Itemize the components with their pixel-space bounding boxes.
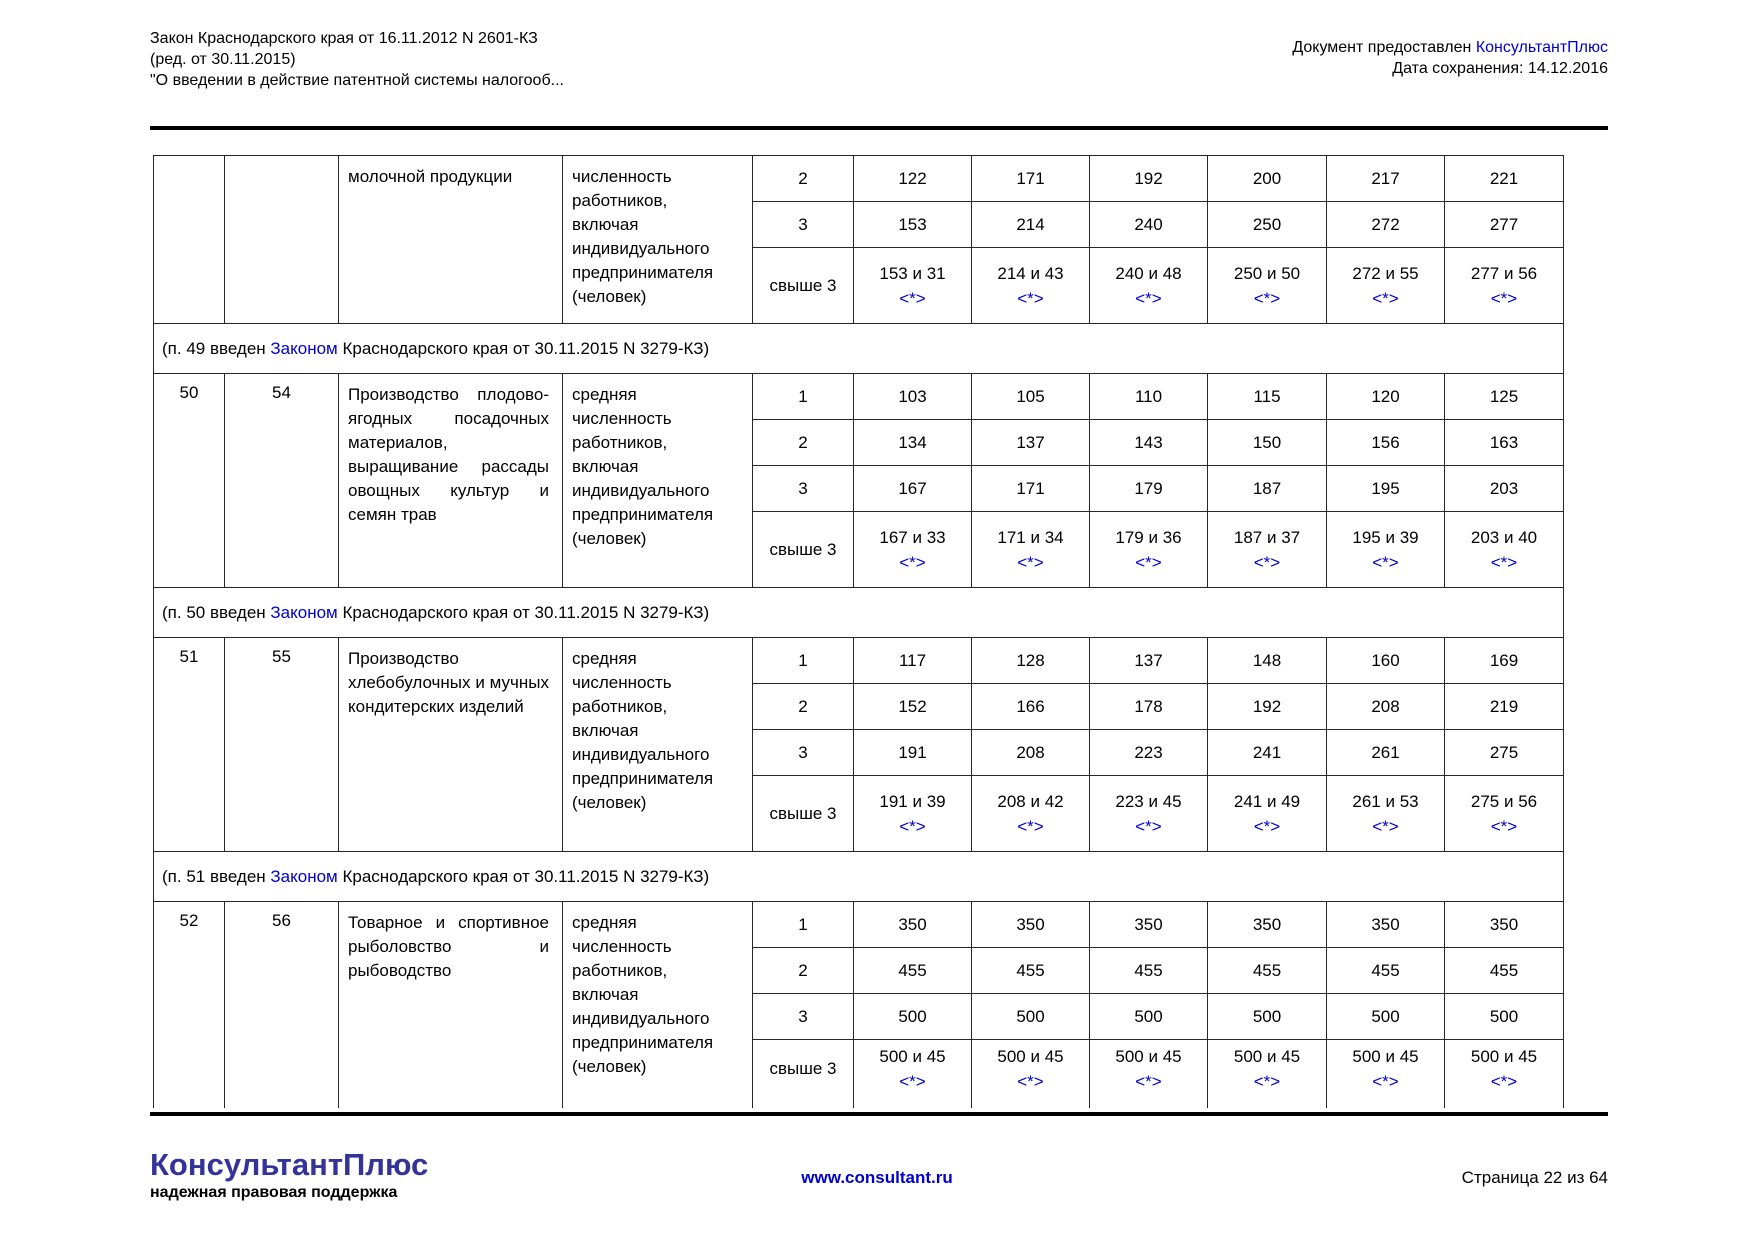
income-value: 191 и 39 xyxy=(879,791,946,811)
footnote-marker-link[interactable]: <*> xyxy=(1490,1071,1518,1091)
law-link[interactable]: Законом xyxy=(270,338,338,358)
employee-band-cell: 3 xyxy=(753,730,854,776)
potential-income-cell xyxy=(1090,512,1208,588)
income-value: 223 и 45 xyxy=(1115,791,1182,811)
document-title-block xyxy=(150,28,564,91)
footnote-marker-link[interactable]: <*> xyxy=(1017,816,1044,836)
potential-income-cell xyxy=(1090,156,1208,202)
income-value: 214 и 43 xyxy=(997,263,1064,283)
footnote-marker-link[interactable]: <*> xyxy=(1017,288,1044,308)
cut-cell xyxy=(1090,1098,1208,1108)
footnote-marker-link[interactable]: <*> xyxy=(1135,288,1162,308)
footnote-marker-link[interactable]: <*> xyxy=(1372,1071,1399,1091)
potential-income-cell xyxy=(1327,638,1445,684)
footnote-marker-link[interactable]: <*> xyxy=(1490,552,1518,572)
income-value: 500 и 45 xyxy=(1115,1046,1182,1066)
income-value: 122 xyxy=(898,169,927,188)
potential-income-cell xyxy=(1327,248,1445,324)
income-value: 156 xyxy=(1371,433,1400,452)
income-value: 500 и 45 xyxy=(879,1046,946,1066)
employee-band-cell: 1 xyxy=(753,902,854,948)
income-value: 500 xyxy=(1016,1007,1045,1026)
potential-income-cell xyxy=(1327,466,1445,512)
potential-income-cell xyxy=(1208,156,1327,202)
potential-income-cell xyxy=(1208,902,1327,948)
income-value: 241 xyxy=(1252,743,1282,762)
consultantplus-link[interactable]: КонсультантПлюс xyxy=(1475,39,1608,56)
footnote-marker-link[interactable]: <*> xyxy=(1372,816,1399,836)
income-value: 455 xyxy=(898,961,927,980)
measure-cell: численность работников, включая индивидуального предпринимателя (человек) xyxy=(563,156,753,324)
potential-income-cell xyxy=(1445,948,1564,994)
provided-by-block xyxy=(1292,37,1608,79)
section-code-cell: 55 xyxy=(225,638,339,852)
income-value: 153 и 31 xyxy=(879,263,946,283)
section-code-cell xyxy=(225,156,339,324)
potential-income-cell xyxy=(1445,994,1564,1040)
income-value: 103 xyxy=(898,387,927,406)
employee-band-cell: свыше 3 xyxy=(753,512,854,588)
income-value: 152 xyxy=(898,697,927,716)
income-value: 208 и 42 xyxy=(997,791,1064,811)
income-value: 275 xyxy=(1489,743,1519,762)
potential-income-cell xyxy=(854,466,972,512)
potential-income-cell xyxy=(1208,248,1327,324)
employee-band-cell: 3 xyxy=(753,994,854,1040)
top-rule xyxy=(150,126,1608,130)
income-value: 455 xyxy=(1016,961,1045,980)
note-text-prefix: (п. 50 введен xyxy=(162,602,271,622)
potential-income-cell xyxy=(1445,684,1564,730)
income-value: 350 xyxy=(1134,915,1163,934)
potential-income-cell xyxy=(1208,638,1327,684)
potential-income-cell xyxy=(972,902,1090,948)
potential-income-cell xyxy=(1327,994,1445,1040)
potential-income-cell xyxy=(1445,374,1564,420)
potential-income-cell xyxy=(1090,374,1208,420)
potential-income-cell xyxy=(972,512,1090,588)
income-value: 500 и 45 xyxy=(997,1046,1064,1066)
potential-income-cell xyxy=(854,638,972,684)
income-value: 221 xyxy=(1489,169,1519,188)
logo-subtitle: надежная правовая поддержка xyxy=(150,1184,398,1201)
potential-income-cell xyxy=(854,156,972,202)
income-value: 277 xyxy=(1489,215,1519,234)
potential-income-cell xyxy=(1208,512,1327,588)
section-note-cell xyxy=(154,324,1564,374)
table-row xyxy=(154,156,1564,202)
potential-income-cell xyxy=(1445,776,1564,852)
doc-title-line-1: Закон Краснодарского края от 16.11.2012 N 2601-КЗ xyxy=(150,30,538,47)
income-value: 455 xyxy=(1371,961,1400,980)
income-value: 455 xyxy=(1134,961,1163,980)
potential-income-cell xyxy=(1090,948,1208,994)
table-row xyxy=(154,588,1564,638)
potential-income-cell xyxy=(1090,248,1208,324)
potential-income-cell xyxy=(1090,420,1208,466)
section-number-cell xyxy=(154,156,225,324)
income-value: 272 и 55 xyxy=(1352,263,1419,283)
potential-income-cell xyxy=(1208,374,1327,420)
potential-income-cell xyxy=(1445,638,1564,684)
footnote-marker-link[interactable]: <*> xyxy=(899,552,926,572)
income-value: 169 xyxy=(1489,651,1519,670)
footnote-marker-link[interactable]: <*> xyxy=(1017,552,1044,572)
footnote-marker-link[interactable]: <*> xyxy=(1490,816,1518,836)
potential-income-cell xyxy=(1090,638,1208,684)
income-value: 110 xyxy=(1134,387,1163,406)
potential-income-cell xyxy=(854,902,972,948)
income-value: 500 xyxy=(1489,1007,1519,1026)
income-value: 137 xyxy=(1134,651,1163,670)
potential-income-cell xyxy=(1208,994,1327,1040)
potential-income-cell xyxy=(1445,1040,1564,1098)
employee-band-cell: 2 xyxy=(753,156,854,202)
income-value: 261 и 53 xyxy=(1352,791,1419,811)
potential-income-cell xyxy=(1327,1040,1445,1098)
note-text-suffix: Краснодарского края от 30.11.2015 N 3279-КЗ) xyxy=(337,602,710,622)
income-value: 240 и 48 xyxy=(1115,263,1182,283)
potential-income-cell xyxy=(1090,730,1208,776)
income-value: 160 xyxy=(1371,651,1400,670)
income-value: 171 xyxy=(1016,169,1045,188)
income-value: 350 xyxy=(1489,915,1519,934)
income-value: 241 и 49 xyxy=(1233,791,1301,811)
potential-income-cell xyxy=(1327,776,1445,852)
income-value: 203 и 40 xyxy=(1470,527,1538,547)
income-value: 128 xyxy=(1016,651,1045,670)
income-value: 192 xyxy=(1134,169,1163,188)
footnote-marker-link[interactable]: <*> xyxy=(1253,816,1281,836)
income-value: 105 xyxy=(1016,387,1045,406)
potential-income-cell xyxy=(972,374,1090,420)
footnote-marker-link[interactable]: <*> xyxy=(1253,288,1281,308)
employee-band-cell: 3 xyxy=(753,466,854,512)
income-value: 214 xyxy=(1016,215,1045,234)
income-value: 500 и 45 xyxy=(1352,1046,1419,1066)
footnote-marker-link[interactable]: <*> xyxy=(1135,816,1162,836)
income-value: 200 xyxy=(1252,169,1282,188)
section-number-cell: 50 xyxy=(154,374,225,588)
section-code-cell: 54 xyxy=(225,374,339,588)
income-value: 217 xyxy=(1371,169,1400,188)
provided-by-line xyxy=(1292,37,1608,58)
income-value: 277 и 56 xyxy=(1470,263,1538,283)
income-value: 350 xyxy=(898,915,927,934)
potential-income-cell xyxy=(972,248,1090,324)
employee-band-cell: 1 xyxy=(753,374,854,420)
employee-band-cell: 2 xyxy=(753,948,854,994)
page-break-cut-row xyxy=(154,1098,1564,1108)
income-value: 153 xyxy=(898,215,927,234)
income-value: 208 xyxy=(1371,697,1400,716)
income-value: 350 xyxy=(1371,915,1400,934)
cut-cell xyxy=(154,1098,225,1108)
footnote-marker-link[interactable]: <*> xyxy=(899,288,926,308)
footnote-marker-link[interactable]: <*> xyxy=(1135,552,1162,572)
potential-income-cell xyxy=(1445,420,1564,466)
potential-income-cell xyxy=(1327,902,1445,948)
income-value: 350 xyxy=(1016,915,1045,934)
cut-cell xyxy=(972,1098,1090,1108)
income-value: 125 xyxy=(1489,387,1519,406)
potential-income-cell xyxy=(1327,156,1445,202)
income-value: 187 и 37 xyxy=(1233,527,1301,547)
potential-income-cell xyxy=(1327,512,1445,588)
income-value: 115 xyxy=(1253,387,1281,406)
income-value: 150 xyxy=(1252,433,1282,452)
potential-income-cell xyxy=(1327,374,1445,420)
potential-income-cell xyxy=(1090,776,1208,852)
doc-title-line-3: "О введении в действие патентной системы налогооб... xyxy=(150,72,564,89)
footnote-marker-link[interactable]: <*> xyxy=(899,816,926,836)
income-value: 195 и 39 xyxy=(1352,527,1419,547)
law-link[interactable]: Законом xyxy=(270,866,338,886)
table-row xyxy=(154,852,1564,902)
section-note-cell xyxy=(154,588,1564,638)
footnote-marker-link[interactable]: <*> xyxy=(899,1071,926,1091)
income-value: 500 xyxy=(1371,1007,1400,1026)
potential-income-cell xyxy=(1445,902,1564,948)
potential-income-cell xyxy=(854,684,972,730)
potential-income-cell xyxy=(972,202,1090,248)
footnote-marker-link[interactable]: <*> xyxy=(1372,552,1399,572)
potential-income-cell xyxy=(1208,466,1327,512)
note-text-suffix: Краснодарского края от 30.11.2015 N 3279-КЗ) xyxy=(337,338,710,358)
income-value: 500 и 45 xyxy=(1470,1046,1538,1066)
potential-income-cell xyxy=(854,730,972,776)
income-value: 240 xyxy=(1134,215,1163,234)
income-value: 143 xyxy=(1134,433,1163,452)
potential-income-cell xyxy=(1208,948,1327,994)
potential-income-cell xyxy=(854,374,972,420)
income-value: 117 xyxy=(898,651,927,670)
footnote-marker-link[interactable]: <*> xyxy=(1490,288,1518,308)
income-value: 250 xyxy=(1252,215,1282,234)
potential-income-cell xyxy=(854,1040,972,1098)
employee-band-cell: свыше 3 xyxy=(753,1040,854,1098)
page-indicator: Страница 22 из 64 xyxy=(1461,1168,1608,1187)
potential-income-cell xyxy=(1090,994,1208,1040)
patent-income-table xyxy=(153,155,1564,1108)
potential-income-cell xyxy=(972,994,1090,1040)
income-value: 203 xyxy=(1489,479,1519,498)
cut-cell xyxy=(854,1098,972,1108)
activity-cell: молочной продукции xyxy=(339,156,563,324)
income-value: 500 и 45 xyxy=(1233,1046,1301,1066)
income-value: 191 xyxy=(898,743,927,762)
potential-income-cell xyxy=(972,638,1090,684)
potential-income-cell xyxy=(972,156,1090,202)
section-number-cell: 51 xyxy=(154,638,225,852)
income-value: 120 xyxy=(1371,387,1400,406)
potential-income-cell xyxy=(1327,202,1445,248)
income-value: 219 xyxy=(1489,697,1519,716)
potential-income-cell xyxy=(972,730,1090,776)
employee-band-cell: 3 xyxy=(753,202,854,248)
provided-by-text: Документ предоставлен xyxy=(1292,39,1472,56)
income-value: 500 xyxy=(898,1007,927,1026)
footnote-marker-link[interactable]: <*> xyxy=(1135,1071,1162,1091)
income-value: 455 xyxy=(1252,961,1282,980)
cut-cell xyxy=(1327,1098,1445,1108)
potential-income-cell xyxy=(1090,466,1208,512)
income-value: 455 xyxy=(1489,961,1519,980)
section-code-cell: 56 xyxy=(225,902,339,1098)
income-value: 195 xyxy=(1371,479,1400,498)
income-value: 272 xyxy=(1371,215,1400,234)
employee-band-cell: свыше 3 xyxy=(753,776,854,852)
income-value: 148 xyxy=(1252,651,1282,670)
activity-cell: Производство хлебобулочных и мучных кондитерских изделий xyxy=(339,638,563,852)
income-value: 179 и 36 xyxy=(1115,527,1182,547)
potential-income-cell xyxy=(854,776,972,852)
measure-cell: средняя численность работников, включая индивидуального предпринимателя (человек) xyxy=(563,638,753,852)
potential-income-cell xyxy=(854,248,972,324)
income-value: 250 и 50 xyxy=(1233,263,1301,283)
potential-income-cell xyxy=(1090,902,1208,948)
employee-band-cell: 1 xyxy=(753,638,854,684)
table-row xyxy=(154,902,1564,948)
income-value: 179 xyxy=(1134,479,1163,498)
section-number-cell: 52 xyxy=(154,902,225,1098)
income-value: 275 и 56 xyxy=(1470,791,1538,811)
income-value: 163 xyxy=(1489,433,1519,452)
income-value: 187 xyxy=(1252,479,1282,498)
cut-cell xyxy=(563,1098,753,1108)
income-value: 167 xyxy=(898,479,927,498)
section-note-cell xyxy=(154,852,1564,902)
income-value: 350 xyxy=(1252,915,1282,934)
note-text-prefix: (п. 51 введен xyxy=(162,866,271,886)
income-value: 208 xyxy=(1016,743,1045,762)
employee-band-cell: 2 xyxy=(753,684,854,730)
potential-income-cell xyxy=(972,776,1090,852)
cut-cell xyxy=(339,1098,563,1108)
potential-income-cell xyxy=(972,1040,1090,1098)
potential-income-cell xyxy=(1445,156,1564,202)
footnote-marker-link[interactable]: <*> xyxy=(1372,288,1399,308)
potential-income-cell xyxy=(854,512,972,588)
footnote-marker-link[interactable]: <*> xyxy=(1017,1071,1044,1091)
potential-income-cell xyxy=(854,948,972,994)
income-value: 223 xyxy=(1134,743,1163,762)
activity-cell: Производство плодово-ягодных посадочных материалов, выращивание рассады овощных культур и семян трав xyxy=(339,374,563,588)
potential-income-cell xyxy=(854,202,972,248)
potential-income-cell xyxy=(1327,684,1445,730)
potential-income-cell xyxy=(972,948,1090,994)
income-value: 134 xyxy=(898,433,927,452)
table-row xyxy=(154,324,1564,374)
income-value: 137 xyxy=(1016,433,1045,452)
potential-income-cell xyxy=(1208,684,1327,730)
patent-table-body xyxy=(154,156,1564,1108)
income-value: 178 xyxy=(1134,697,1163,716)
cut-cell xyxy=(225,1098,339,1108)
potential-income-cell xyxy=(1208,420,1327,466)
potential-income-cell xyxy=(1327,948,1445,994)
potential-income-cell xyxy=(1327,730,1445,776)
income-value: 167 и 33 xyxy=(879,527,946,547)
income-value: 261 xyxy=(1371,743,1400,762)
employee-band-cell: свыше 3 xyxy=(753,248,854,324)
table-container xyxy=(153,155,1564,1108)
potential-income-cell xyxy=(1445,512,1564,588)
doc-title-line-2: (ред. от 30.11.2015) xyxy=(150,51,296,68)
potential-income-cell xyxy=(1090,1040,1208,1098)
table-row xyxy=(154,374,1564,420)
income-value: 171 xyxy=(1016,479,1045,498)
consultant-site-link[interactable]: www.consultant.ru xyxy=(801,1168,953,1187)
footnote-marker-link[interactable]: <*> xyxy=(1253,552,1281,572)
employee-band-cell: 2 xyxy=(753,420,854,466)
cut-cell xyxy=(1208,1098,1327,1108)
table-row xyxy=(154,638,1564,684)
income-value: 166 xyxy=(1016,697,1045,716)
potential-income-cell xyxy=(1090,202,1208,248)
potential-income-cell xyxy=(1090,684,1208,730)
potential-income-cell xyxy=(1445,730,1564,776)
measure-cell: средняя численность работников, включая индивидуального предпринимателя (человек) xyxy=(563,374,753,588)
page-header xyxy=(150,28,1608,91)
bottom-rule xyxy=(150,1112,1608,1116)
potential-income-cell xyxy=(1327,420,1445,466)
potential-income-cell xyxy=(972,420,1090,466)
potential-income-cell xyxy=(1445,248,1564,324)
potential-income-cell xyxy=(854,994,972,1040)
cut-cell xyxy=(753,1098,854,1108)
activity-cell: Товарное и спортивное рыболовство и рыбоводство xyxy=(339,902,563,1098)
potential-income-cell xyxy=(1208,202,1327,248)
potential-income-cell xyxy=(1208,776,1327,852)
cut-cell xyxy=(1445,1098,1564,1108)
potential-income-cell xyxy=(1208,1040,1327,1098)
income-value: 192 xyxy=(1252,697,1282,716)
note-text-suffix: Краснодарского края от 30.11.2015 N 3279-КЗ) xyxy=(337,866,710,886)
logo-title: КонсультантПлюс xyxy=(150,1147,429,1182)
potential-income-cell xyxy=(1445,466,1564,512)
potential-income-cell xyxy=(972,466,1090,512)
footnote-marker-link[interactable]: <*> xyxy=(1253,1071,1281,1091)
save-date-text: Дата сохранения: 14.12.2016 xyxy=(1392,60,1608,77)
potential-income-cell xyxy=(854,420,972,466)
income-value: 500 xyxy=(1252,1007,1282,1026)
potential-income-cell xyxy=(1445,202,1564,248)
law-link[interactable]: Законом xyxy=(270,602,338,622)
measure-cell: средняя численность работников, включая индивидуального предпринимателя (человек) xyxy=(563,902,753,1098)
potential-income-cell xyxy=(972,684,1090,730)
note-text-prefix: (п. 49 введен xyxy=(162,338,271,358)
income-value: 171 и 34 xyxy=(997,527,1064,547)
income-value: 500 xyxy=(1134,1007,1163,1026)
potential-income-cell xyxy=(1208,730,1327,776)
